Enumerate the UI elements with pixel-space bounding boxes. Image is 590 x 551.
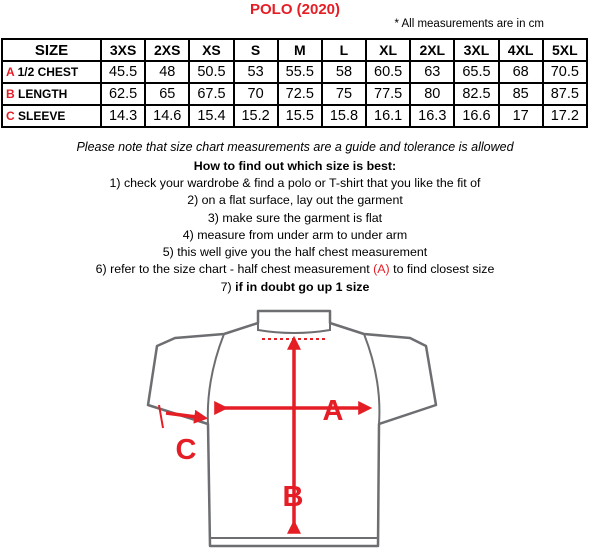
instruction-step: 1) check your wardrobe & find a polo or T-shirt that you like the fit of <box>109 176 481 190</box>
size-header: XS <box>189 39 233 61</box>
table-cell: 48 <box>145 61 189 83</box>
instructions-heading: How to find out which size is best: <box>193 159 397 173</box>
table-cell: 70.5 <box>543 61 587 83</box>
table-cell: 72.5 <box>278 83 322 105</box>
size-chart-table <box>1 38 588 128</box>
table-cell: 17 <box>499 105 543 127</box>
size-header-row <box>2 39 587 61</box>
table-cell: 15.5 <box>278 105 322 127</box>
row-letter: A <box>6 65 15 79</box>
table-cell: 16.6 <box>454 105 498 127</box>
size-header: 5XL <box>543 39 587 61</box>
row-label-text: 1/2 CHEST <box>17 65 79 79</box>
size-header: 3XL <box>454 39 498 61</box>
table-cell: 53 <box>234 61 278 83</box>
table-cell: 15.8 <box>322 105 366 127</box>
tolerance-disclaimer: Please note that size chart measurements are a guide and tolerance is allowed <box>76 140 514 154</box>
table-cell: 16.1 <box>366 105 410 127</box>
table-cell: 70 <box>234 83 278 105</box>
sleeve-label-c: C <box>175 434 197 466</box>
table-cell: 45.5 <box>101 61 145 83</box>
table-row-length <box>2 83 587 105</box>
step6-text-end: to find closest size <box>393 262 495 277</box>
instruction-step: 4) measure from under arm to under arm <box>182 227 408 242</box>
size-header: 3XS <box>101 39 145 61</box>
table-cell: 15.4 <box>189 105 233 127</box>
table-cell: 68 <box>499 61 543 83</box>
size-header: 2XS <box>145 39 189 61</box>
row-letter: B <box>6 87 15 101</box>
instruction-step-6 <box>0 261 590 278</box>
table-cell: 75 <box>322 83 366 105</box>
instruction-step-7 <box>0 279 590 296</box>
size-header: L <box>322 39 366 61</box>
table-cell: 16.3 <box>410 105 454 127</box>
table-cell: 15.2 <box>234 105 278 127</box>
table-cell: 14.3 <box>101 105 145 127</box>
table-cell: 62.5 <box>101 83 145 105</box>
step7-text: if in doubt go up 1 size <box>235 279 370 294</box>
length-label-b: B <box>282 481 304 513</box>
chest-label-a: A <box>322 395 344 427</box>
table-cell: 82.5 <box>454 83 498 105</box>
row-label-length <box>2 83 101 105</box>
table-cell: 50.5 <box>189 61 233 83</box>
table-cell: 65.5 <box>454 61 498 83</box>
row-label-text: LENGTH <box>18 87 68 101</box>
table-cell: 80 <box>410 83 454 105</box>
row-label-chest <box>2 61 101 83</box>
table-cell: 67.5 <box>189 83 233 105</box>
size-corner-label: SIZE <box>2 39 101 61</box>
table-cell: 58 <box>322 61 366 83</box>
table-cell: 85 <box>499 83 543 105</box>
table-cell: 17.2 <box>543 105 587 127</box>
table-cell: 55.5 <box>278 61 322 83</box>
row-label-text: SLEEVE <box>18 109 66 123</box>
instruction-step: 5) this well give you the half chest measurement <box>162 245 428 260</box>
step7-number: 7) <box>220 279 232 294</box>
step6-reference: (A) <box>373 262 390 277</box>
instruction-step: 2) on a flat surface, lay out the garment <box>187 193 403 208</box>
table-cell: 14.6 <box>145 105 189 127</box>
table-cell: 87.5 <box>543 83 587 105</box>
instruction-step: 3) make sure the garment is flat <box>207 210 383 225</box>
table-cell: 77.5 <box>366 83 410 105</box>
table-cell: 63 <box>410 61 454 83</box>
row-letter: C <box>6 109 15 123</box>
size-header: 4XL <box>499 39 543 61</box>
sizing-instructions <box>0 158 590 296</box>
step6-text: 6) refer to the size chart - half chest measurement <box>95 262 370 277</box>
size-header: S <box>234 39 278 61</box>
row-label-sleeve <box>2 105 101 127</box>
measurement-unit-note: * All measurements are in cm <box>394 18 544 30</box>
size-header: M <box>278 39 322 61</box>
polo-measurement-diagram <box>0 300 590 551</box>
page-title: POLO (2020) <box>249 1 341 18</box>
table-row-sleeve <box>2 105 587 127</box>
size-header: 2XL <box>410 39 454 61</box>
table-row-chest <box>2 61 587 83</box>
table-cell: 60.5 <box>366 61 410 83</box>
table-cell: 65 <box>145 83 189 105</box>
size-header: XL <box>366 39 410 61</box>
